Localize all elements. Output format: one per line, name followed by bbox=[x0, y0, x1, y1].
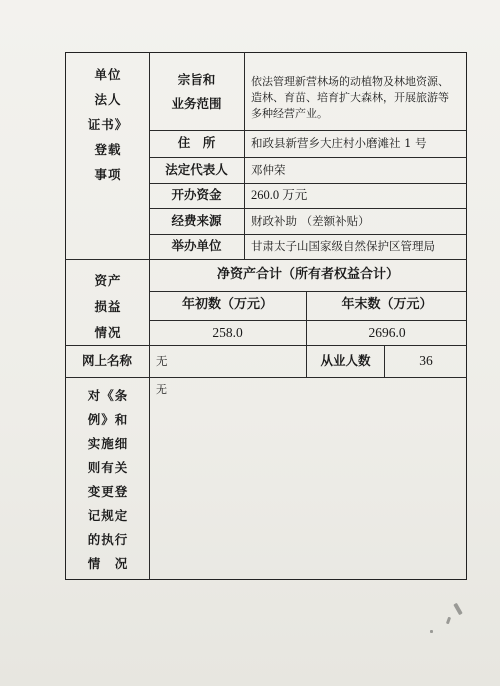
funding-label: 经费来源 bbox=[171, 212, 222, 228]
purpose-label: 宗旨和 业务范围 bbox=[171, 72, 222, 111]
section-label-execution: 对《条 例》和 实施细 则有关 变更登 记规定 的执行 情 况 bbox=[87, 388, 129, 571]
scan-mark bbox=[446, 617, 451, 625]
address-value: 和政县新营乡大庄村小磨滩社 1 号 bbox=[251, 136, 427, 151]
begin-of-year-value: 258.0 bbox=[212, 324, 243, 340]
end-of-year-value: 2696.0 bbox=[368, 324, 406, 340]
end-of-year-label: 年末数（万元） bbox=[341, 297, 433, 313]
net-assets-header: 净资产合计（所有者权益合计） bbox=[216, 266, 399, 282]
sponsor-value: 甘肃太子山国家级自然保护区管理局 bbox=[251, 239, 435, 254]
purpose-value: 依法管理新营林场的动植物及林地资源、 造林、育苗、培育扩大森林，开展旅游等 多种经营产业。 bbox=[251, 75, 449, 120]
online-name-value: 无 bbox=[156, 353, 168, 368]
divider-online-execution bbox=[65, 377, 467, 378]
section-label-registration: 单位 法人 证书》 登载 事项 bbox=[87, 67, 129, 182]
address-label: 住 所 bbox=[177, 135, 216, 151]
legal-rep-value: 邓仲荣 bbox=[251, 162, 286, 177]
begin-of-year-label: 年初数（万元） bbox=[181, 297, 273, 313]
capital-label: 开办资金 bbox=[171, 187, 222, 203]
online-name-label: 网上名称 bbox=[81, 352, 132, 368]
scan-mark bbox=[430, 630, 433, 633]
capital-value: 260.0 万元 bbox=[251, 188, 308, 203]
scan-mark bbox=[453, 603, 462, 615]
funding-value: 财政补助 （差额补贴） bbox=[251, 213, 370, 228]
sponsor-label: 举办单位 bbox=[171, 238, 222, 254]
execution-value: 无 bbox=[156, 382, 167, 396]
legal-rep-label: 法定代表人 bbox=[165, 161, 228, 177]
staff-count-value: 36 bbox=[419, 353, 433, 369]
section-label-assets: 资产 损益 情况 bbox=[94, 273, 122, 340]
staff-count-label: 从业人数 bbox=[320, 352, 371, 368]
